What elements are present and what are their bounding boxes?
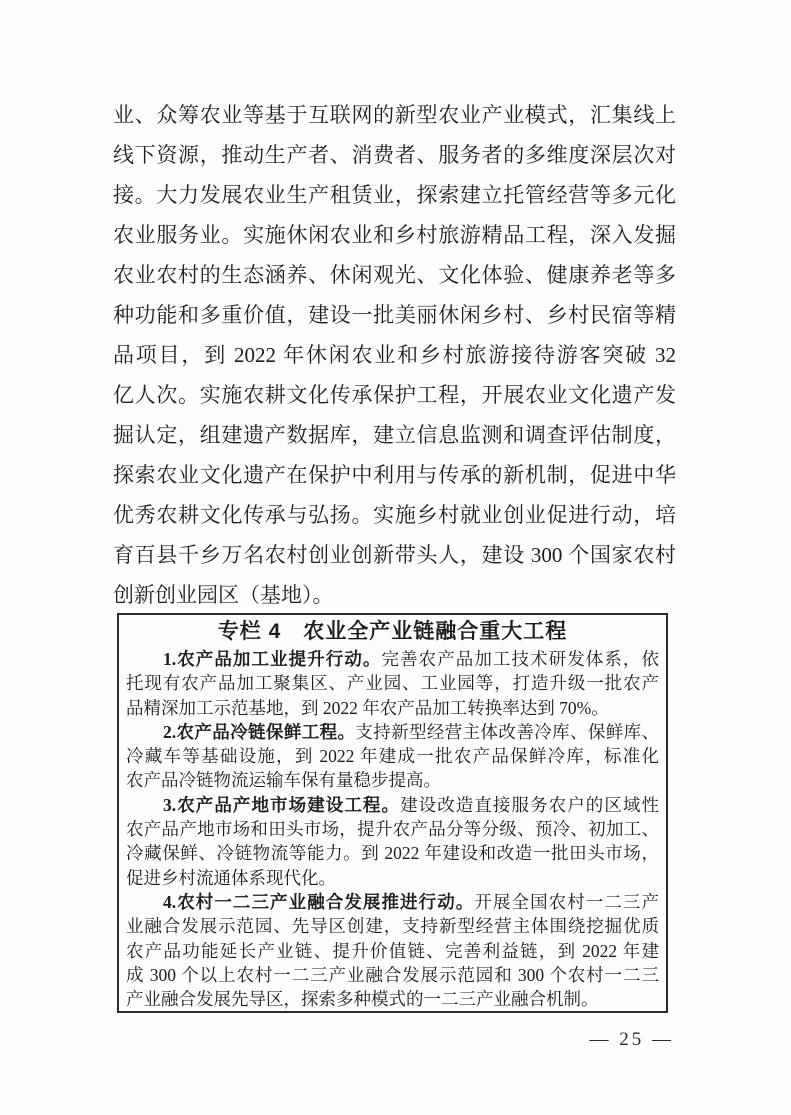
callout-box-body xyxy=(126,647,659,1011)
body-text-line: 品项目，到 2022 年休闲农业和乡村旅游接待游客突破 32 xyxy=(113,343,676,367)
callout-box-line xyxy=(126,720,659,744)
callout-box-line xyxy=(126,647,659,671)
body-text-line: 农业服务业。实施休闲农业和乡村旅游精品工程，深入发掘 xyxy=(113,223,676,247)
box-item-lead: 4.农村一二三产业融合发展推进行动。 xyxy=(163,891,475,912)
body-text-line: 业、众筹农业等基于互联网的新型农业产业模式，汇集线上 xyxy=(113,103,676,127)
callout-box-line xyxy=(126,793,659,817)
callout-box-line xyxy=(126,744,659,768)
page-number: — 25 — xyxy=(589,1029,674,1050)
body-text-line: 优秀农耕文化传承与弘扬。实施乡村就业创业促进行动，培 xyxy=(113,503,676,527)
box-item-text: 产业融合发展先导区，探索多种模式的一二三产业融合机制。 xyxy=(126,989,599,1010)
box-item-text: 农产品产地市场和田头市场，提升农产品分等分级、预冷、初加工、 xyxy=(126,819,659,840)
callout-box-line xyxy=(126,939,659,963)
body-text-line: 育百县千乡万名农村创业创新带头人，建设 300 个国家农村 xyxy=(113,543,676,567)
callout-box-line xyxy=(126,866,659,890)
callout-box-line xyxy=(126,890,659,914)
body-text-line: 探索农业文化遗产在保护中利用与传承的新机制，促进中华 xyxy=(113,463,676,487)
callout-box-line xyxy=(126,841,659,865)
box-item-text: 冷藏保鲜、冷链物流等能力。到 2022 年建设和改造一批田头市场， xyxy=(126,843,659,864)
body-text-line: 创新创业园区（基地）。 xyxy=(113,583,334,607)
box-item-text: 托现有农产品加工聚集区、产业园、工业园等，打造升级一批农产 xyxy=(126,673,659,694)
box-item-lead: 1.农产品加工业提升行动。 xyxy=(163,649,382,669)
body-text-line: 农业农村的生态涵养、休闲观光、文化体验、健康养老等多 xyxy=(113,263,676,287)
body-text-line: 亿人次。实施农耕文化传承保护工程，开展农业文化遗产发 xyxy=(113,383,676,407)
box-item-text: 开展全国农村一二三产 xyxy=(474,891,660,912)
body-text-line: 线下资源，推动生产者、消费者、服务者的多维度深层次对 xyxy=(113,143,676,167)
callout-box-line xyxy=(126,987,659,1011)
box-item-text: 业融合发展示范园、先导区创建，支持新型经营主体围绕挖掘优质 xyxy=(126,916,659,937)
callout-box-line xyxy=(126,817,659,841)
box-item-text: 冷藏车等基础设施，到 2022 年建成一批农产品保鲜冷库，标准化 xyxy=(126,746,659,767)
body-text-line: 接。大力发展农业生产租赁业，探索建立托管经营等多元化 xyxy=(113,183,676,207)
box-item-text: 促进乡村流通体系现代化。 xyxy=(126,867,336,888)
box-item-lead: 3.农产品产地市场建设工程。 xyxy=(163,794,401,815)
callout-box-line xyxy=(126,671,659,695)
callout-box-title-text: 农业全产业链融合重大工程 xyxy=(303,620,568,643)
box-item-text: 完善农产品加工技术研发体系，依 xyxy=(381,649,660,669)
callout-box xyxy=(117,613,668,1013)
box-item-text: 成 300 个以上农村一二三产业融合发展示范园和 300 个农村一二三 xyxy=(126,964,659,985)
callout-box-title xyxy=(126,617,659,647)
box-item-text: 农产品功能延长产业链、提升价值链、完善利益链，到 2022 年建 xyxy=(126,940,659,961)
body-text-line: 掘认定，组建遗产数据库，建立信息监测和调查评估制度， xyxy=(113,423,676,447)
page-footer xyxy=(590,1028,675,1052)
box-item-text: 支持新型经营主体改善冷库、保鲜库、 xyxy=(355,721,660,742)
box-item-lead: 2.农产品冷链保鲜工程。 xyxy=(163,721,356,742)
callout-box-line xyxy=(126,768,659,792)
box-item-text: 品精深加工示范基地，到 2022 年农产品加工转换率达到 70%。 xyxy=(126,697,609,718)
box-item-text: 建设改造直接服务农户的区域性 xyxy=(400,794,659,815)
box-item-text: 农产品冷链物流运输车保有量稳步提高。 xyxy=(126,770,441,791)
callout-box-label: 专栏 4 xyxy=(217,620,282,643)
body-text-line: 种功能和多重价值，建设一批美丽休闲乡村、乡村民宿等精 xyxy=(113,303,676,327)
body-paragraph xyxy=(113,95,676,615)
callout-box-line xyxy=(126,696,659,720)
callout-box-line xyxy=(126,914,659,938)
callout-box-line xyxy=(126,963,659,987)
